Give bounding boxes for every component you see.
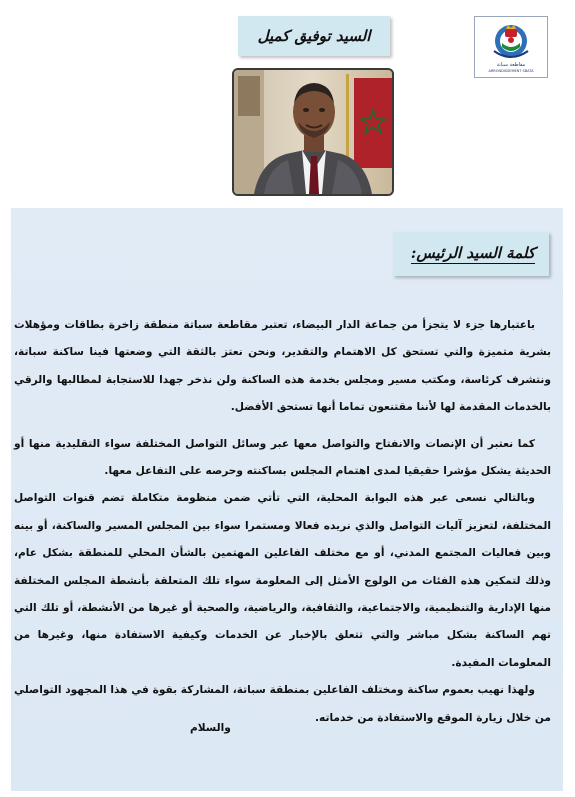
municipal-logo xyxy=(474,16,548,78)
speech-paragraph: وبالتالي نسعى عبر هذه البوابة المحلية، التي تأتي ضمن منظومة متكاملة تضم قنوات التواصل المختلفة، لتعزيز آليات التواصل والذي نريده فعالا ومستمرا سواء بين المجلس المسير والساكنة، أو بينه وبين فعاليات المجتمع المدني، أو مع مختلف الفاعلين المهتمين بالشأن المحلي للمنطقة بشكل عام، وذلك لتمكين هذه الفئات من الولوج الأمثل إلى المعلومة سواء تلك المتعلقة بأنشطة المجلس المختلفة منها الإدارية والتنظيمية، والاجتماعية، والثقافية، والرياضية، والصحية أو غيرها من الأنشطة، أو تلك التي تهم الساكنة بشكل مباشر والتي تتعلق بالإخبار عن الخدمات وكيفية الاستفادة منها، وغيرها من المعلومات المفيدة. xyxy=(14,492,551,669)
speech-signoff: والسلام xyxy=(190,722,231,734)
speech-title: كلمة السيد الرئيس: xyxy=(410,244,535,262)
president-name: السيد توفيق كميل xyxy=(257,27,371,45)
speech-body xyxy=(14,312,551,732)
speech-title-box xyxy=(393,232,549,276)
speech-paragraph: باعتبارها جزء لا يتجزأ من جماعة الدار البيضاء، تعتبر مقاطعة سباتة منطقة زاخرة بطاقات ومؤهلات بشرية متميزة والتي تستحق كل الاهتمام والتقدير، ونحن نعتز بالثقة التي وضعتها فينا ساكنة سباتة، ونتشرف كرئاسة، ومكتب مسير ومجلس بخدمة هذه الساكنة ولن نذخر جهدا للاستجابة لمطالبها والرقي بالخدمات المقدمة لها لأننا مقتنعون تماما أنها تستحق الأفضل. xyxy=(14,319,551,414)
portrait-photo xyxy=(232,68,394,196)
logo-caption-latin: ARRONDISSEMENT SBATA xyxy=(488,69,534,73)
speech-paragraph: ولهذا نهيب بعموم ساكنة ومختلف الفاعلين بمنطقة سباتة، المشاركة بقوة في هذا المجهود التواصلي من خلال زيارة الموقع والاستفادة من خدماته. xyxy=(14,684,551,724)
name-plate xyxy=(238,16,390,56)
municipal-emblem-icon xyxy=(488,21,534,61)
speech-paragraph: كما نعتبر أن الإنصات والانفتاح والتواصل معها عبر وسائل التواصل المختلفة سواء التقليدية منها أو الحديثة يشكل مؤشرا حقيقيا لمدى اهتمام المجلس بساكنته وحرصه على التفاعل معها. xyxy=(14,437,551,478)
logo-caption: مقاطعة سباتة xyxy=(496,62,526,68)
